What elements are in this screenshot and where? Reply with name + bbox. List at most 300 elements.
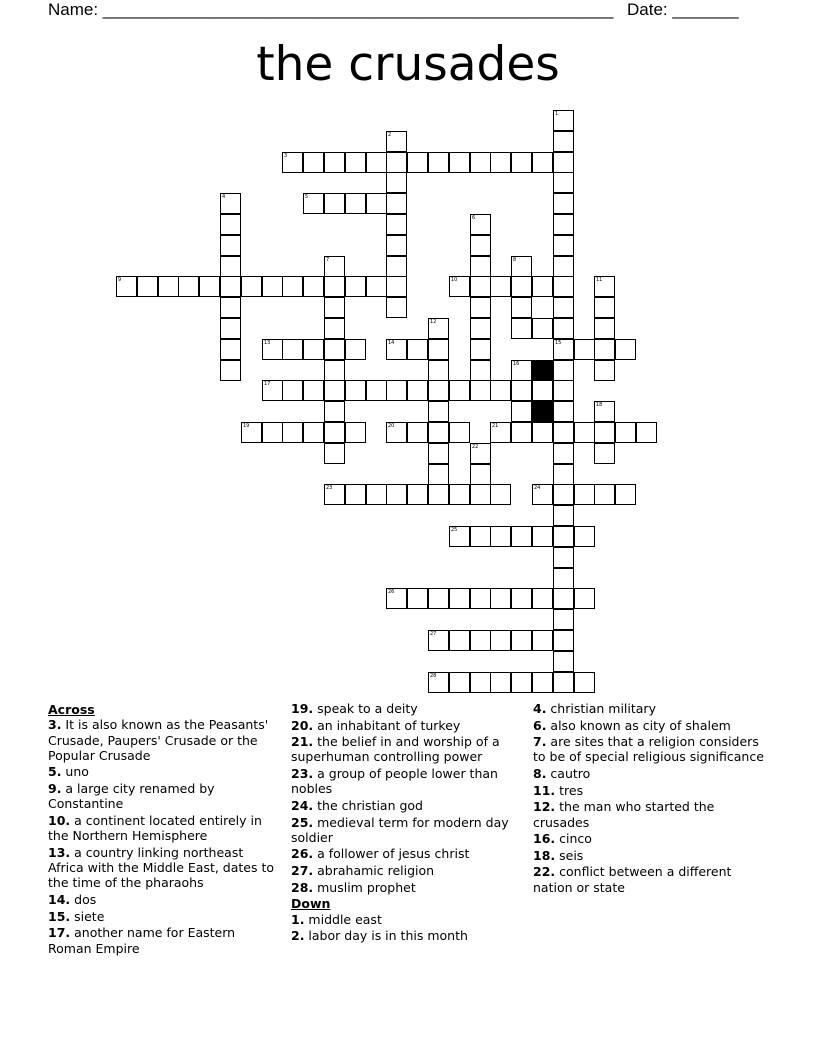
crossword-cell[interactable] (449, 380, 470, 401)
crossword-cell[interactable] (532, 152, 553, 173)
clue-item (533, 864, 773, 895)
crossword-cell[interactable] (553, 464, 574, 485)
clue-item-number: 27. (291, 863, 314, 879)
clue-item (291, 815, 523, 846)
crossword-cell[interactable] (282, 380, 303, 401)
crossword-blocked-cell (532, 401, 553, 422)
crossword-cell[interactable] (511, 318, 532, 339)
date-field-line[interactable]: Date: _______ (627, 0, 739, 19)
crossword-cell[interactable] (553, 526, 574, 547)
clue-column-1 (48, 701, 280, 957)
clue-item-number: 28. (291, 879, 314, 895)
clue-item-text: speak to a deity (313, 701, 418, 716)
crossword-cell[interactable] (532, 380, 553, 401)
clue-number: 13 (264, 340, 271, 346)
crossword-cell[interactable] (220, 339, 241, 360)
crossword-cell[interactable] (345, 380, 366, 401)
clue-item-text: a group of people lower than nobles (291, 766, 498, 797)
crossword-cell[interactable] (594, 276, 615, 297)
crossword-cell[interactable] (407, 588, 428, 609)
crossword-cell[interactable] (386, 297, 407, 318)
clue-item (291, 928, 523, 943)
crossword-cell[interactable] (511, 380, 532, 401)
crossword-cell[interactable] (470, 630, 491, 651)
crossword-cell[interactable] (511, 630, 532, 651)
clue-item (291, 880, 523, 895)
down-clue-list-continued (533, 701, 773, 895)
crossword-cell[interactable] (324, 484, 345, 505)
crossword-cell[interactable] (615, 339, 636, 360)
crossword-cell[interactable] (407, 339, 428, 360)
crossword-cell[interactable] (490, 152, 511, 173)
crossword-cell[interactable] (386, 256, 407, 277)
clue-item (533, 831, 773, 846)
crossword-cell[interactable] (470, 360, 491, 381)
crossword-cell[interactable] (386, 214, 407, 235)
crossword-cell[interactable] (407, 152, 428, 173)
crossword-cell[interactable] (428, 443, 449, 464)
clue-number: 18 (596, 402, 603, 408)
clue-number: 20 (388, 423, 395, 429)
crossword-cell[interactable] (282, 339, 303, 360)
clue-item-text: tres (555, 782, 584, 798)
crossword-cell[interactable] (511, 672, 532, 693)
crossword-cell[interactable] (386, 380, 407, 401)
crossword-cell[interactable] (490, 630, 511, 651)
crossword-cell[interactable] (532, 484, 553, 505)
crossword-cell[interactable] (428, 422, 449, 443)
clue-item (291, 846, 523, 861)
crossword-cell[interactable] (490, 672, 511, 693)
clue-item (533, 783, 773, 798)
clue-item-text: the man who started the crusades (533, 799, 715, 830)
crossword-cell[interactable] (511, 401, 532, 422)
crossword-cell[interactable] (574, 588, 595, 609)
crossword-cell[interactable] (553, 505, 574, 526)
crossword-cell[interactable] (470, 443, 491, 464)
crossword-cell[interactable] (574, 422, 595, 443)
clue-item-text: a large city renamed by Constantine (48, 781, 215, 812)
crossword-cell[interactable] (324, 443, 345, 464)
crossword-cell[interactable] (386, 193, 407, 214)
crossword-cell[interactable] (137, 276, 158, 297)
clue-item-text: medieval term for modern day soldier (291, 814, 509, 845)
clue-item-text: siete (70, 908, 105, 924)
crossword-cell[interactable] (449, 276, 470, 297)
crossword-cell[interactable] (386, 484, 407, 505)
crossword-cell[interactable] (324, 297, 345, 318)
crossword-cell[interactable] (428, 401, 449, 422)
crossword-cell[interactable] (345, 152, 366, 173)
clue-item (48, 717, 280, 763)
crossword-cell[interactable] (366, 152, 387, 173)
clue-column-3 (533, 701, 773, 896)
clue-item-text: the belief in and worship of a superhuman controlling power (291, 734, 500, 765)
clue-item (291, 863, 523, 878)
crossword-cell[interactable] (553, 214, 574, 235)
across-heading: Across (48, 702, 95, 717)
clue-item-text: conflict between a different nation or state (533, 864, 732, 895)
crossword-cell[interactable] (511, 276, 532, 297)
clue-item-text: labor day is in this month (304, 928, 468, 944)
down-clue-list (291, 912, 523, 944)
crossword-cell[interactable] (366, 193, 387, 214)
crossword-cell[interactable] (386, 588, 407, 609)
crossword-cell[interactable] (345, 422, 366, 443)
crossword-cell[interactable] (241, 276, 262, 297)
crossword-cell[interactable] (574, 526, 595, 547)
clue-number: 5 (305, 194, 309, 200)
crossword-cell[interactable] (428, 339, 449, 360)
crossword-cell[interactable] (470, 464, 491, 485)
crossword-cell[interactable] (511, 256, 532, 277)
crossword-cell[interactable] (449, 672, 470, 693)
crossword-cell[interactable] (532, 318, 553, 339)
crossword-cell[interactable] (220, 297, 241, 318)
clue-column-2 (291, 701, 523, 945)
clue-item-number: 24. (291, 797, 314, 813)
crossword-cell[interactable] (470, 318, 491, 339)
clue-item (291, 912, 523, 927)
crossword-cell[interactable] (449, 422, 470, 443)
clue-number: 2 (388, 132, 392, 138)
clue-item-number: 8. (533, 766, 547, 782)
crossword-cell[interactable] (345, 484, 366, 505)
clue-number: 16 (513, 361, 520, 367)
crossword-cell[interactable] (553, 401, 574, 422)
clue-item-number: 4. (533, 701, 547, 716)
clue-item (291, 734, 523, 765)
crossword-cell[interactable] (470, 235, 491, 256)
clue-item-text: seis (555, 847, 584, 863)
crossword-cell[interactable] (532, 630, 553, 651)
crossword-cell[interactable] (553, 152, 574, 173)
clue-number: 7 (326, 257, 330, 263)
clue-item-text: abrahamic religion (313, 863, 435, 879)
crossword-cell[interactable] (574, 484, 595, 505)
crossword-cell[interactable] (615, 484, 636, 505)
crossword-cell[interactable] (386, 152, 407, 173)
clue-item (291, 718, 523, 733)
clue-item (533, 734, 773, 765)
crossword-cell[interactable] (490, 380, 511, 401)
clue-item (48, 892, 280, 907)
clue-item-number: 26. (291, 846, 314, 862)
crossword-cell[interactable] (594, 297, 615, 318)
crossword-cell[interactable] (366, 380, 387, 401)
crossword-cell[interactable] (262, 380, 283, 401)
clue-item-number: 10. (48, 812, 71, 828)
crossword-cell[interactable] (324, 276, 345, 297)
crossword-cell[interactable] (470, 484, 491, 505)
clue-item (48, 813, 280, 844)
clue-number: 11 (596, 277, 603, 283)
clue-item-number: 12. (533, 799, 556, 815)
clue-item (533, 718, 773, 733)
clue-number: 3 (284, 153, 288, 159)
crossword-cell[interactable] (553, 131, 574, 152)
crossword-cell[interactable] (220, 318, 241, 339)
clue-item-text: uno (61, 764, 89, 780)
crossword-cell[interactable] (470, 214, 491, 235)
crossword-cell[interactable] (262, 276, 283, 297)
crossword-cell[interactable] (511, 297, 532, 318)
crossword-cell[interactable] (470, 152, 491, 173)
crossword-cell[interactable] (532, 588, 553, 609)
crossword-cell[interactable] (428, 484, 449, 505)
crossword-cell[interactable] (220, 235, 241, 256)
crossword-cell[interactable] (553, 630, 574, 651)
crossword-cell[interactable] (407, 422, 428, 443)
crossword-cell[interactable] (386, 339, 407, 360)
crossword-cell[interactable] (470, 672, 491, 693)
crossword-cell[interactable] (553, 672, 574, 693)
crossword-cell[interactable] (594, 401, 615, 422)
crossword-cell[interactable] (262, 422, 283, 443)
crossword-cell[interactable] (366, 276, 387, 297)
clue-number: 9 (118, 277, 122, 283)
clue-item-number: 17. (48, 925, 71, 941)
crossword-cell[interactable] (594, 339, 615, 360)
clue-item-number: 25. (291, 814, 314, 830)
crossword-cell[interactable] (470, 276, 491, 297)
crossword-cell[interactable] (303, 422, 324, 443)
crossword-cell[interactable] (303, 380, 324, 401)
crossword-cell[interactable] (490, 276, 511, 297)
crossword-cell[interactable] (324, 380, 345, 401)
crossword-cell[interactable] (553, 235, 574, 256)
clue-item (48, 845, 280, 891)
clue-number: 14 (388, 340, 395, 346)
crossword-cell[interactable] (553, 568, 574, 589)
clue-item (48, 781, 280, 812)
crossword-cell[interactable] (386, 172, 407, 193)
crossword-cell[interactable] (345, 339, 366, 360)
clue-item (291, 701, 523, 716)
crossword-cell[interactable] (386, 422, 407, 443)
crossword-cell[interactable] (345, 193, 366, 214)
crossword-cell[interactable] (511, 526, 532, 547)
crossword-cell[interactable] (428, 152, 449, 173)
crossword-cell[interactable] (553, 110, 574, 131)
clue-item-text: a country linking northeast Africa with the Middle East, dates to the time of the pharaohs (48, 844, 275, 891)
crossword-cell[interactable] (324, 422, 345, 443)
crossword-cell[interactable] (574, 339, 595, 360)
clue-item-number: 11. (533, 782, 556, 798)
clue-item-text: cautro (546, 766, 591, 782)
clue-item-text: another name for Eastern Roman Empire (48, 925, 236, 956)
crossword-cell[interactable] (407, 484, 428, 505)
crossword-cell[interactable] (262, 339, 283, 360)
crossword-cell[interactable] (553, 547, 574, 568)
clue-item (533, 799, 773, 830)
clue-item-number: 23. (291, 766, 314, 782)
clue-item-text: muslim prophet (313, 879, 416, 895)
crossword-cell[interactable] (241, 422, 262, 443)
crossword-cell[interactable] (303, 193, 324, 214)
clue-item-number: 9. (48, 781, 62, 797)
crossword-cell[interactable] (386, 235, 407, 256)
clue-item-text: the christian god (313, 797, 423, 813)
crossword-cell[interactable] (490, 588, 511, 609)
crossword-cell[interactable] (220, 193, 241, 214)
crossword-cell[interactable] (324, 360, 345, 381)
crossword-cell[interactable] (428, 672, 449, 693)
crossword-cell[interactable] (470, 297, 491, 318)
crossword-cell[interactable] (511, 152, 532, 173)
crossword-cell[interactable] (553, 297, 574, 318)
clue-item (48, 909, 280, 924)
clue-item-text: cinco (555, 831, 592, 847)
crossword-cell[interactable] (220, 256, 241, 277)
crossword-cell[interactable] (449, 526, 470, 547)
crossword-cell[interactable] (553, 484, 574, 505)
crossword-cell[interactable] (553, 172, 574, 193)
crossword-cell[interactable] (428, 318, 449, 339)
crossword-cell[interactable] (345, 276, 366, 297)
crossword-cell[interactable] (594, 360, 615, 381)
crossword-cell[interactable] (532, 672, 553, 693)
crossword-cell[interactable] (490, 484, 511, 505)
crossword-cell[interactable] (303, 276, 324, 297)
crossword-cell[interactable] (615, 422, 636, 443)
crossword-cell[interactable] (220, 214, 241, 235)
crossword-cell[interactable] (511, 360, 532, 381)
crossword-cell[interactable] (303, 152, 324, 173)
crossword-cell[interactable] (324, 339, 345, 360)
clue-number: 4 (222, 194, 226, 200)
crossword-cell[interactable] (532, 276, 553, 297)
clue-number: 15 (555, 340, 562, 346)
crossword-cell[interactable] (324, 318, 345, 339)
crossword-cell[interactable] (470, 526, 491, 547)
clue-item-number: 3. (48, 717, 62, 733)
crossword-cell[interactable] (428, 588, 449, 609)
clue-number: 21 (492, 423, 499, 429)
crossword-cell[interactable] (282, 152, 303, 173)
clue-item-number: 5. (48, 764, 62, 780)
crossword-cell[interactable] (324, 193, 345, 214)
crossword-cell[interactable] (553, 276, 574, 297)
crossword-cell[interactable] (428, 360, 449, 381)
crossword-cell[interactable] (470, 339, 491, 360)
clue-item-text: also known as city of shalem (546, 717, 731, 733)
crossword-cell[interactable] (158, 276, 179, 297)
crossword-cell[interactable] (511, 422, 532, 443)
crossword-cell[interactable] (594, 318, 615, 339)
clue-item (533, 701, 773, 716)
crossword-cell[interactable] (449, 484, 470, 505)
clue-number: 25 (451, 527, 458, 533)
clue-item-number: 7. (533, 734, 547, 750)
crossword-cell[interactable] (553, 256, 574, 277)
clue-number: 24 (534, 485, 541, 491)
clue-item-number: 21. (291, 734, 314, 750)
clue-item-text: middle east (304, 911, 382, 927)
clue-item (533, 848, 773, 863)
clue-item-number: 2. (291, 928, 305, 944)
crossword-cell[interactable] (428, 464, 449, 485)
clue-item-text: a follower of jesus christ (313, 846, 470, 862)
crossword-cell[interactable] (594, 422, 615, 443)
crossword-cell[interactable] (220, 360, 241, 381)
crossword-cell[interactable] (449, 630, 470, 651)
crossword-cell[interactable] (324, 401, 345, 422)
crossword-cell[interactable] (366, 484, 387, 505)
crossword-cell[interactable] (199, 276, 220, 297)
crossword-cell[interactable] (490, 422, 511, 443)
clue-item-text: a continent located entirely in the Northern Hemisphere (48, 812, 262, 844)
clue-number: 17 (264, 381, 271, 387)
name-field-line[interactable]: Name: ______________________________________________________ (48, 0, 614, 19)
crossword-cell[interactable] (553, 380, 574, 401)
crossword-cell[interactable] (324, 256, 345, 277)
crossword-cell[interactable] (282, 422, 303, 443)
crossword-cell[interactable] (553, 193, 574, 214)
crossword-cell[interactable] (324, 152, 345, 173)
crossword-cell[interactable] (386, 131, 407, 152)
clue-item-number: 19. (291, 701, 314, 716)
clue-item-text: are sites that a religion considers to be of special religious significance (533, 734, 764, 765)
crossword-cell[interactable] (574, 672, 595, 693)
clue-item-number: 18. (533, 847, 556, 863)
clue-item-text: an inhabitant of turkey (313, 717, 461, 733)
crossword-cell[interactable] (532, 526, 553, 547)
clue-item-text: christian military (546, 701, 656, 716)
crossword-cell[interactable] (449, 152, 470, 173)
crossword-cell[interactable] (428, 380, 449, 401)
clue-item-number: 14. (48, 892, 71, 908)
crossword-cell[interactable] (490, 526, 511, 547)
crossword-cell[interactable] (594, 443, 615, 464)
clue-number: 1 (555, 111, 559, 117)
crossword-cell[interactable] (220, 276, 241, 297)
crossword-cell[interactable] (470, 256, 491, 277)
crossword-cell[interactable] (553, 588, 574, 609)
clue-item-number: 20. (291, 717, 314, 733)
clue-item (48, 925, 280, 956)
crossword-cell[interactable] (428, 630, 449, 651)
page-title: the crusades (256, 37, 560, 92)
crossword-cell[interactable] (532, 422, 553, 443)
crossword-cell[interactable] (553, 422, 574, 443)
across-clue-list-continued (291, 701, 523, 895)
crossword-cell[interactable] (407, 380, 428, 401)
crossword-cell[interactable] (470, 380, 491, 401)
clue-number: 12 (430, 319, 437, 325)
crossword-cell[interactable] (553, 651, 574, 672)
crossword-cell[interactable] (553, 609, 574, 630)
crossword-cell[interactable] (636, 422, 657, 443)
crossword-cell[interactable] (511, 588, 532, 609)
across-clue-list (48, 717, 280, 956)
crossword-cell[interactable] (553, 339, 574, 360)
crossword-cell[interactable] (386, 276, 407, 297)
crossword-cell[interactable] (303, 339, 324, 360)
crossword-cell[interactable] (282, 276, 303, 297)
crossword-cell[interactable] (553, 443, 574, 464)
crossword-cell[interactable] (449, 588, 470, 609)
crossword-cell[interactable] (116, 276, 137, 297)
crossword-cell[interactable] (553, 318, 574, 339)
clue-number: 8 (513, 257, 517, 263)
crossword-cell[interactable] (594, 484, 615, 505)
crossword-cell[interactable] (470, 588, 491, 609)
crossword-cell[interactable] (553, 360, 574, 381)
clue-number: 19 (243, 423, 250, 429)
down-heading: Down (291, 896, 331, 912)
crossword-cell[interactable] (178, 276, 199, 297)
